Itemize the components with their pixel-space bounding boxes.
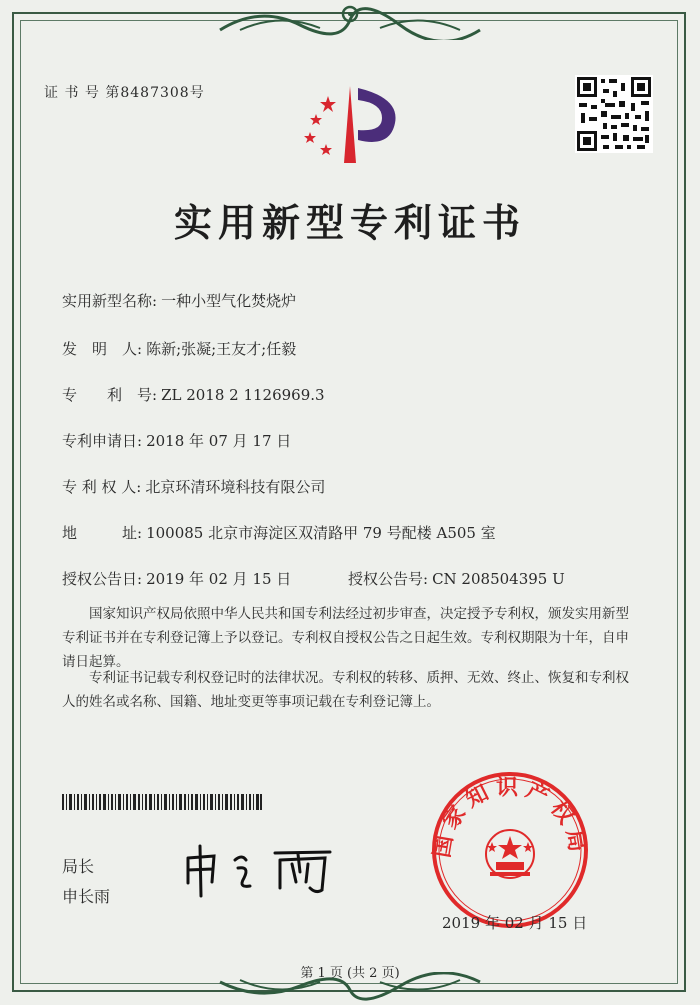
field-label: 授权公告号: (348, 570, 429, 588)
field-application-date (62, 430, 291, 451)
field-label: 实用新型名称: (62, 292, 158, 310)
certificate-paragraph-1: 国家知识产权局依照中华人民共和国专利法经过初步审查，决定授予专利权，颁发实用新型专利证书并在专利登记簿上予以登记。专利权自授权公告之日起生效。专利权期限为十年，自申请日起算。 (62, 606, 629, 670)
director-block (62, 852, 110, 912)
director-name: 申长雨 (62, 887, 111, 906)
field-label: 专 利 权 人: (62, 478, 142, 496)
field-value: ZL 2018 2 1126969.3 (161, 386, 325, 404)
field-label: 发 明 人: (62, 340, 143, 358)
patent-office-logo (290, 78, 410, 173)
field-value: 2019 年 02 月 15 日 (146, 570, 292, 588)
field-patent-number (62, 384, 325, 405)
field-label: 专利申请日: (62, 432, 143, 450)
barcode (62, 794, 262, 810)
seal-text: 国家知识产权局 (430, 775, 590, 860)
field-value: 2018 年 07 月 17 日 (146, 432, 292, 450)
director-signature (180, 838, 360, 898)
field-patentee (62, 476, 325, 497)
certificate-number: 证 书 号 第8487308号 (44, 85, 205, 101)
field-grant-number (348, 568, 565, 589)
field-grant-date (62, 568, 291, 589)
field-label: 地 址: (62, 524, 143, 542)
field-value: 北京环清环境科技有限公司 (145, 478, 326, 496)
field-value: 一种小型气化焚烧炉 (161, 292, 297, 310)
director-title: 局长 (62, 857, 95, 876)
certificate-paragraph-2: 专利证书记载专利权登记时的法律状况。专利权的转移、质押、无效、终止、恢复和专利权人的姓名或名称、国籍、地址变更等事项记载在专利登记簿上。 (62, 670, 629, 710)
field-value: 100085 北京市海淀区双清路甲 79 号配楼 A505 室 (146, 524, 496, 542)
qr-code (575, 75, 653, 153)
seal-date: 2019 年 02 月 15 日 (442, 914, 588, 932)
certificate-title: 实用新型专利证书 (173, 200, 526, 245)
field-address (62, 522, 496, 543)
field-utility-model-name (62, 290, 296, 311)
field-value: 陈新;张凝;王友才;任毅 (146, 340, 297, 358)
official-seal (430, 770, 590, 930)
field-value: CN 208504395 U (432, 570, 565, 588)
top-ornament (200, 0, 500, 40)
field-label: 专 利 号: (62, 386, 158, 404)
field-inventors (62, 338, 296, 359)
page-indicator: 第 1 页 (共 2 页) (300, 966, 400, 981)
field-label: 授权公告日: (62, 570, 143, 588)
